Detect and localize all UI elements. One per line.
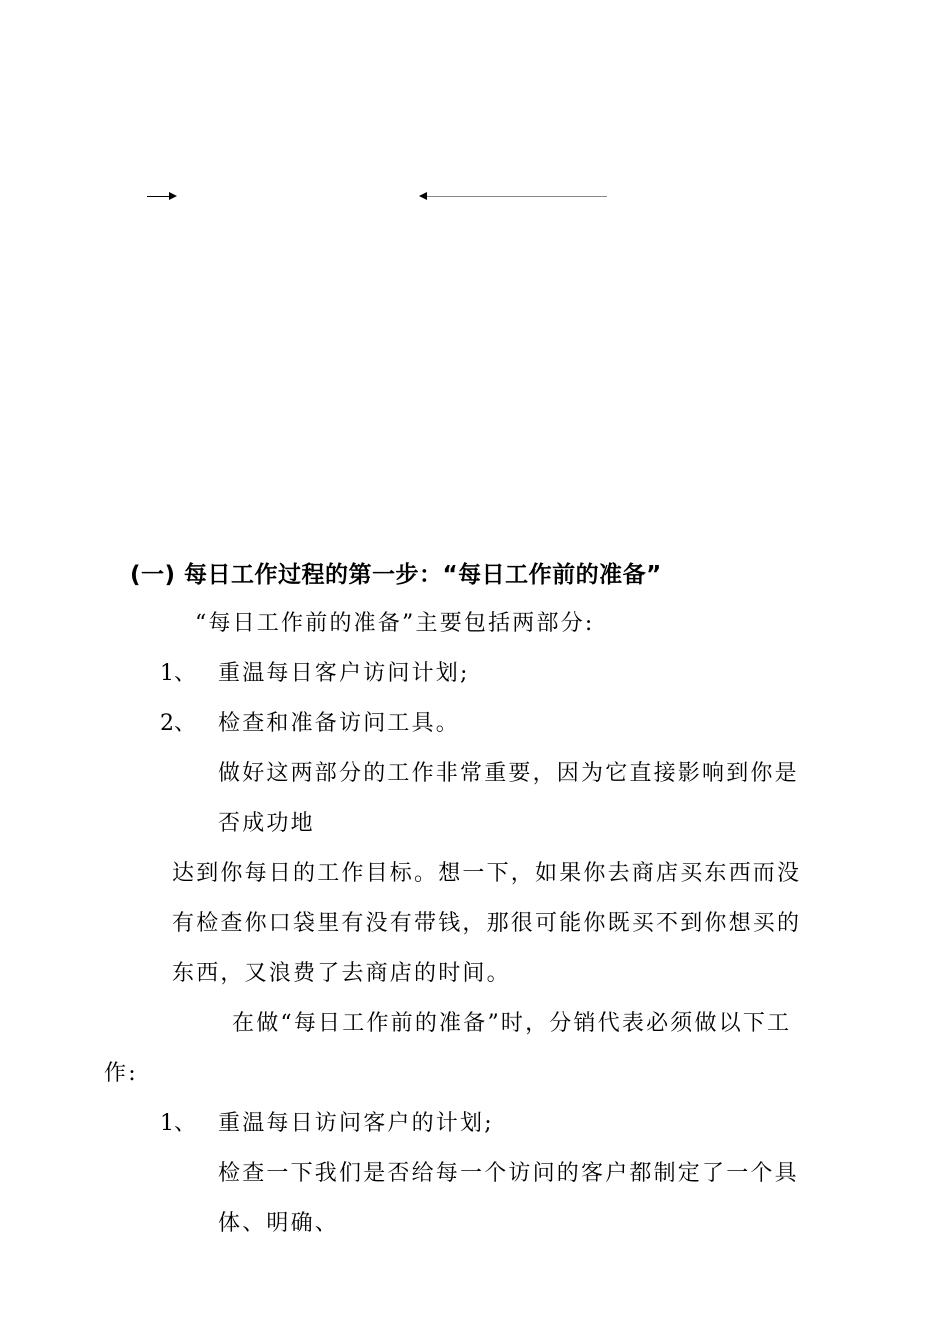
paragraph-line: 东西，又浪费了去商店的时间。 [172, 961, 511, 986]
paragraph-line: 达到你每日的工作目标。想一下，如果你去商店买东西而没 [172, 861, 802, 886]
paragraph-line: 否成功地 [218, 811, 315, 836]
list-item-text: 检查和准备访问工具。 [218, 711, 461, 736]
paragraph-line: 有检查你口袋里有没有带钱，那很可能你既买不到你想买的 [172, 911, 802, 936]
list-item-number: 1、 [160, 1111, 196, 1136]
intro-text: “每日工作前的准备”主要包括两部分: [195, 611, 595, 636]
paragraph-line: 体、明确、 [218, 1211, 340, 1236]
list-item-number: 1、 [160, 661, 196, 686]
paragraph-line: 在做“每日工作前的准备”时，分销代表必须做以下工 [232, 1011, 792, 1036]
list-item-text: 重温每日客户访问计划; [218, 661, 470, 686]
list-item-number: 2、 [160, 711, 196, 736]
section-heading: (一) 每日工作过程的第一步：“每日工作前的准备” [130, 562, 662, 588]
arrow-left-icon [420, 196, 607, 197]
paragraph-line: 做好这两部分的工作非常重要，因为它直接影响到你是 [218, 761, 799, 786]
paragraph-line: 作: [104, 1061, 138, 1086]
list-item-text: 重温每日访问客户的计划; [218, 1111, 494, 1136]
arrow-right-icon [147, 196, 175, 197]
paragraph-line: 检查一下我们是否给每一个访问的客户都制定了一个具 [218, 1161, 799, 1186]
